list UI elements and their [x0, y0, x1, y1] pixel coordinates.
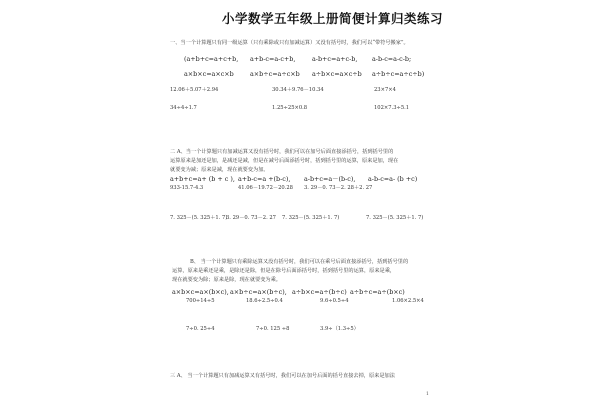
formula-4: a-b-c=a-c-b; [372, 55, 412, 63]
formula-1: (a+b+c=a+c+b, [184, 55, 239, 63]
exercise-17: 1.06×2.5×4 [392, 298, 424, 304]
exercise-2: 30.34＋9.76－10.34 [272, 87, 324, 93]
exercise-14: 700÷14÷5 [186, 298, 215, 304]
exercise-13: 7. 325－(5. 325＋1. 7) [366, 215, 424, 221]
exercise-6: 102×7.3÷5.1 [374, 105, 410, 111]
formula-16: a÷b÷c=a÷(b×c) [350, 288, 405, 296]
section4-line-1: 三 A、 当一个计算题只有加减运算又有括号时，我们可以在加号后面的括号直接去掉，原来是加法 [170, 373, 395, 379]
section3-line-1: B、 当一个计算题只有乘除运算又没有括号时，我们可以在乘号后面直接添括号，括到括号里的 [190, 259, 409, 265]
section2-line-1: 二 A、当一个计算题只有加减运算又没有括号时，我们可以在加号后面直接添括号，括到括号里的 [170, 149, 394, 155]
section3-line-2: 运算，原来是乘还是乘，是除还是除，但是在除号后面添括号时，括到括号里的运算，原来是乘， [172, 268, 396, 274]
exercise-5: 1.25÷25×0.8 [272, 105, 308, 111]
formula-2: a+b-c=a-c+b, [250, 55, 296, 63]
formula-9: a+b+c=a+ (b + c ), [170, 175, 235, 183]
exercise-12: 7. 325－(5. 325＋1. 7) [282, 215, 340, 221]
exercise-19: 7÷0. 125 ÷8 [256, 326, 290, 332]
formula-12: a-b-c=a- (b +c) [368, 175, 418, 183]
formula-6: a×b÷c=a÷c×b [250, 70, 300, 78]
formula-11: a-b+c=a－(b-c), [304, 175, 356, 183]
exercise-16: 9.6÷0.5÷4 [320, 298, 349, 304]
formula-10: a+b-c=a +(b-c), [238, 175, 291, 183]
formula-3: a-b+c=a+c-b, [312, 55, 358, 63]
exercise-1: 12.06＋5.07＋2.94 [170, 87, 219, 93]
exercise-20: 3.9÷（1.3÷5） [320, 326, 359, 332]
exercise-11: 3. 29－0. 73－2. 27 [226, 215, 276, 221]
formula-7: a÷b×c=a×c÷b [312, 70, 362, 78]
formula-8: a÷b÷c=a÷c÷b) [372, 70, 425, 78]
page-title: 小学数学五年级上册简便计算归类练习 [222, 11, 444, 26]
exercise-4: 34÷4÷1.7 [170, 105, 197, 111]
section1-intro: 一、当一个计算题只有同一级运算（只有乘除或只有加减运算）又没有括号时，我们可以“带符号搬家”。 [170, 40, 409, 46]
section2-line-3: 就要变为减；原来是减，现在就要变为加。 [170, 167, 269, 173]
exercise-18: 7÷0. 25÷4 [186, 326, 215, 332]
exercise-9: 3. 29－0. 73－2. 28＋2. 27 [304, 185, 373, 191]
exercise-8: 41.06－19.72－20.28 [238, 185, 293, 191]
formula-15: a÷b×c=a÷(b÷c) [292, 288, 347, 296]
page-number: 1 [426, 392, 429, 397]
exercise-15: 18.6÷2.5÷0.4 [246, 298, 283, 304]
exercise-3: 23×7×4 [374, 87, 396, 93]
formula-14: a×b÷c=a×(b÷c), [230, 288, 287, 296]
section3-line-3: 现在就要变为除；原来是除，现在就要变为乘。 [172, 277, 281, 283]
formula-13: a×b×c=a×(b×c), [172, 288, 229, 296]
exercise-7: 933-15.7-4.3 [170, 185, 204, 191]
formula-5: a×b×c=a×c×b [184, 70, 234, 78]
exercise-10: 7. 325－(5. 325＋1. 7) [170, 215, 228, 221]
section2-line-2: 运算原来是加还是加，是减还是减，但是在减号后面添括号时，括到括号里的运算，原来是加，现在 [170, 158, 399, 164]
